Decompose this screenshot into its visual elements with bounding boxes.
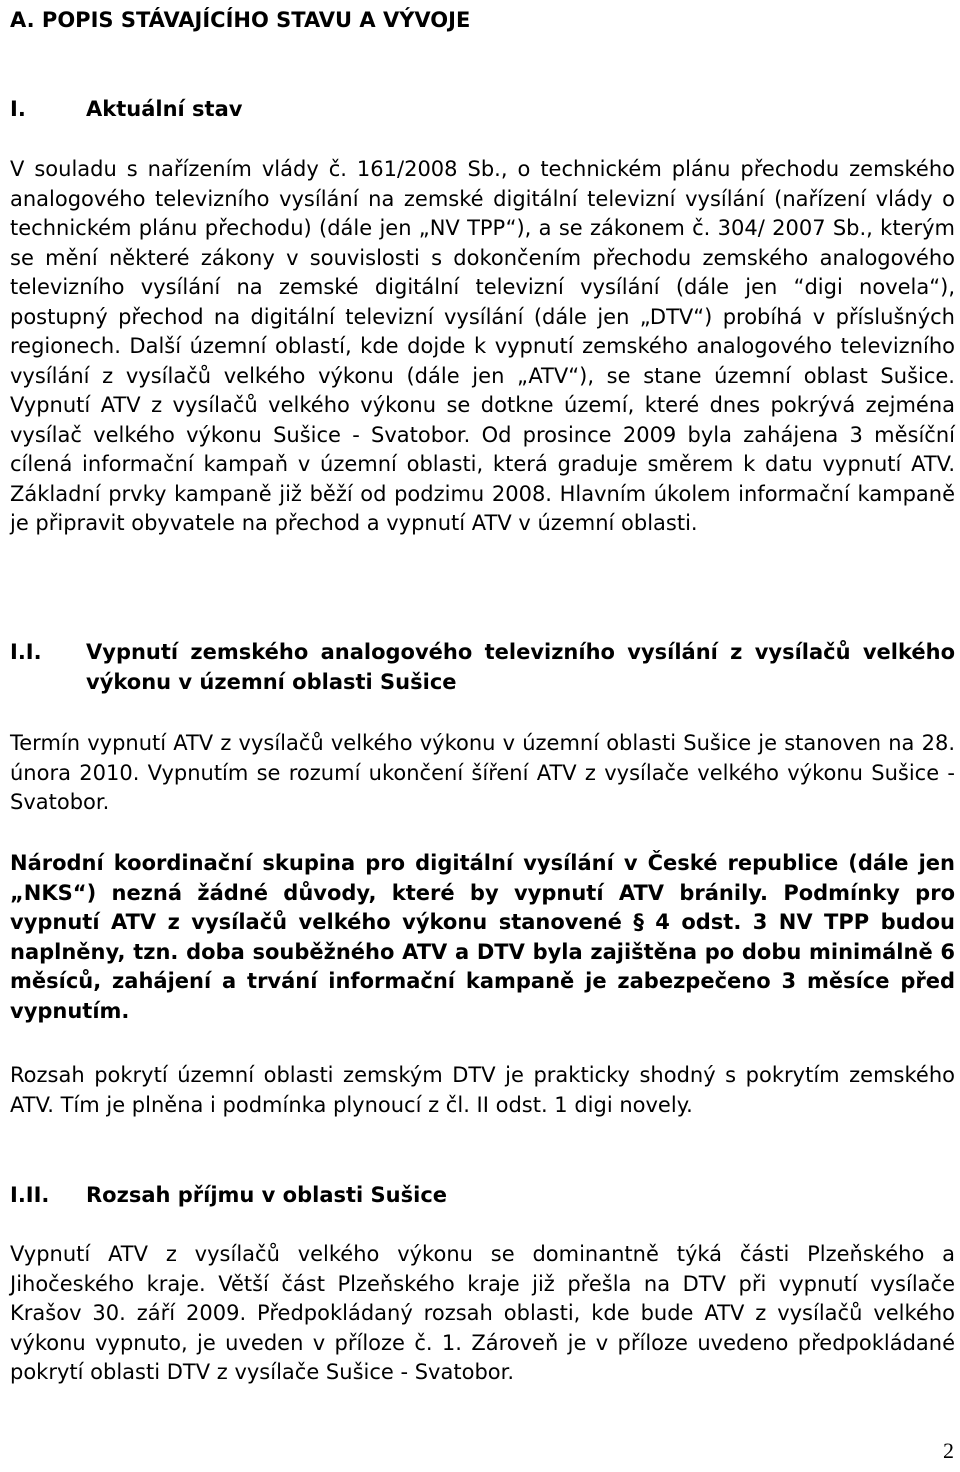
section-title: Aktuální stav (86, 97, 243, 121)
section-number: I.II. (10, 1183, 50, 1207)
section-title: Rozsah příjmu v oblasti Sušice (86, 1183, 448, 1207)
paragraph-nks-statement: Národní koordinační skupina pro digitální vysílání v České republice (dále jen „NKS“) nezná žádné důvody, které by vypnutí ATV bránily. Podmínky pro vypnutí ATV z vysílačů velkého výkonu stanovené § 4 odst. 3 NV TPP budou naplněny, tzn. doba souběžného ATV a DTV byla zajištěna po dobu minimálně 6 měsíců, zahájení a trvání informační kampaně je zabezpečeno 3 měsíce před vypnutím. (10, 851, 955, 1023)
page-number: 2 (943, 1438, 954, 1463)
paragraph-coverage: Rozsah pokrytí územní oblasti zemským DTV je prakticky shodný s pokrytím zemského ATV. Tím je plněna i podmínka plynoucí z čl. II odst. 1 digi novely. (10, 1063, 955, 1117)
section-number: I.I. (10, 640, 42, 664)
main-heading: A. POPIS STÁVAJÍCÍHO STAVU A VÝVOJE (10, 8, 471, 32)
section-heading-reception-range (10, 1183, 447, 1207)
paragraph-current-state: V souladu s nařízením vlády č. 161/2008 Sb., o technickém plánu přechodu zemského analogového televizního vysílání na zemské digitální televizní vysílání (nařízení vlády o technickém plánu přechodu) (dále jen „NV TPP“), a se zákonem č. 304/ 2007 Sb., kterým se mění některé zákony v souvislosti s dokončením přechodu zemského analogového televizního vysílání na zemské digitální televizní vysílání (dále jen “digi novela“), postupný přechod na digitální televizní vysílání (dále jen „DTV“) probíhá v příslušných regionech. Další územní oblastí, kde dojde k vypnutí zemského analogového televizního vysílání z vysílačů velkého výkonu (dále jen „ATV“), se stane územní oblast Sušice. Vypnutí ATV z vysílačů velkého výkonu se dotkne území, které dnes pokrývá zejména vysílač velkého výkonu Sušice - Svatobor. Od prosince 2009 byla zahájena 3 měsíční cílená informační kampaň v územní oblasti, která graduje směrem k datu vypnutí ATV. Základní prvky kampaně již běží od podzimu 2008. Hlavním úkolem informační kampaně je připravit obyvatele na přechod a vypnutí ATV v územní oblasti. (10, 157, 955, 535)
section-title: Vypnutí zemského analogového televizního vysílání z vysílačů velkého výkonu v územní oblasti Sušice (86, 640, 955, 694)
section-number: I. (10, 97, 26, 121)
section-heading-atv-shutdown (10, 637, 955, 697)
paragraph-reception-range: Vypnutí ATV z vysílačů velkého výkonu se dominantně týká části Plzeňského a Jihočeského kraje. Větší část Plzeňského kraje již přešla na DTV při vypnutí vysílače Krašov 30. září 2009. Předpokládaný rozsah oblasti, kde bude ATV z vysílačů velkého výkonu vypnuto, je uveden v příloze č. 1. Zároveň je v příloze uvedeno předpokládané pokrytí oblasti DTV z vysílače Sušice - Svatobor. (10, 1242, 955, 1384)
section-heading-current-state (10, 97, 242, 121)
paragraph-shutdown-date: Termín vypnutí ATV z vysílačů velkého výkonu v územní oblasti Sušice je stanoven na 28. února 2010. Vypnutím se rozumí ukončení šíření ATV z vysílače velkého výkonu Sušice - Svatobor. (10, 731, 955, 814)
